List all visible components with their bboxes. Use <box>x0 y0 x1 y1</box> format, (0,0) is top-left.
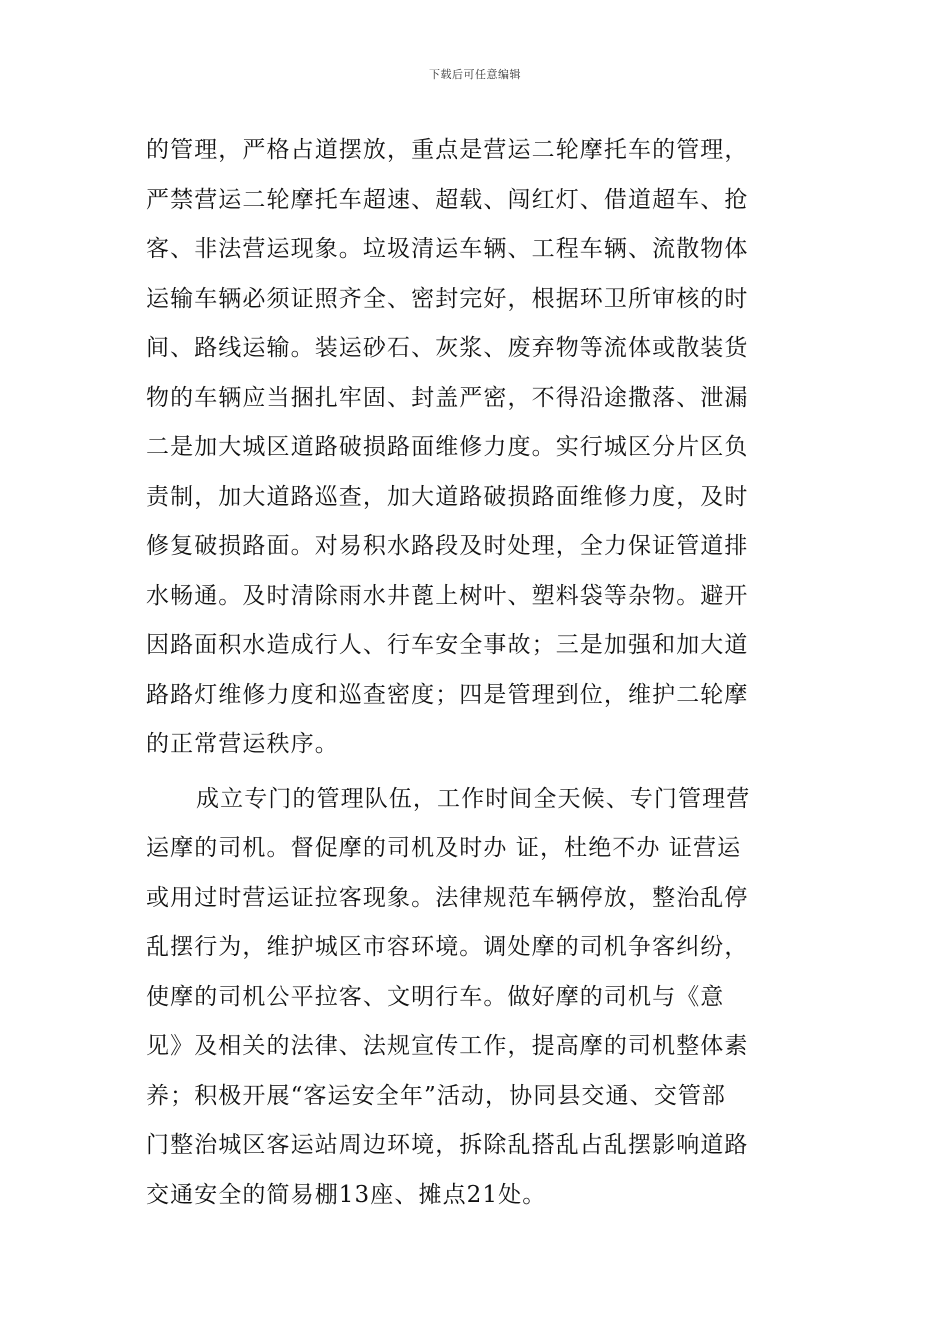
paragraph-2 <box>146 775 810 1221</box>
text-line: 责制，加大道路巡查，加大道路破损路面维修力度，及时 <box>146 483 749 510</box>
text-line: 严禁营运二轮摩托车超速、超载、闯红灯、借道超车、抢 <box>146 186 749 213</box>
text-line: 使摩的司机公平拉客、文明行车。做好摩的司机与《意 <box>146 983 725 1010</box>
text-line: 的管理，严格占道摆放，重点是营运二轮摩托车的管理， <box>146 137 749 163</box>
text-line: 修复破损路面。对易积水路段及时处理，全力保证管道排 <box>146 533 749 559</box>
text-line: 的正常营运秩序。 <box>146 731 339 757</box>
text-line: 或用过时营运证拉客现象。法律规范车辆停放，整治乱停 <box>146 884 749 911</box>
document-body <box>146 126 810 1220</box>
text-line: 乱摆行为，维护城区市容环境。调处摩的司机争客纠纷， <box>146 934 749 960</box>
text-line: 间、路线运输。装运砂石、灰浆、废弃物等流体或散装货 <box>146 335 749 361</box>
text-line: 水畅通。及时清除雨水井蓖上树叶、塑料袋等杂物。避开 <box>146 582 749 609</box>
paragraph-1 <box>146 126 810 770</box>
page-header: 下载后可任意编辑 <box>429 68 521 81</box>
text-line: 门整治城区客运站周边环境，拆除乱搭乱占乱摆影响道路 <box>146 1132 749 1158</box>
text-line: 客、非法营运现象。垃圾清运车辆、工程车辆、流散物体 <box>146 236 749 262</box>
text-line: 见》及相关的法律、法规宣传工作，提高摩的司机整体素 <box>146 1033 749 1059</box>
text-line: 因路面积水造成行人、行车安全事故；三是加强和加大道 <box>146 632 749 658</box>
text-line: 物的车辆应当捆扎牢固、封盖严密，不得沿途撒落、泄漏 <box>146 384 749 411</box>
text-line: 路路灯维修力度和巡查密度；四是管理到位，维护二轮摩 <box>146 681 749 708</box>
text-line: 二是加大城区道路破损路面维修力度。实行城区分片区负 <box>146 434 749 460</box>
text-line: 交通安全的简易棚13座、摊点21处。 <box>146 1181 547 1208</box>
text-line: 运输车辆必须证照齐全、密封完好，根据环卫所审核的时 <box>146 285 749 312</box>
text-line: 养；积极开展“客运安全年”活动，协同县交通、交管部 <box>146 1082 727 1109</box>
text-line: 运摩的司机。督促摩的司机及时办 证，杜绝不办 证营运 <box>146 835 742 861</box>
text-line: 成立专门的管理队伍，工作时间全天候、专门管理营 <box>196 785 751 812</box>
